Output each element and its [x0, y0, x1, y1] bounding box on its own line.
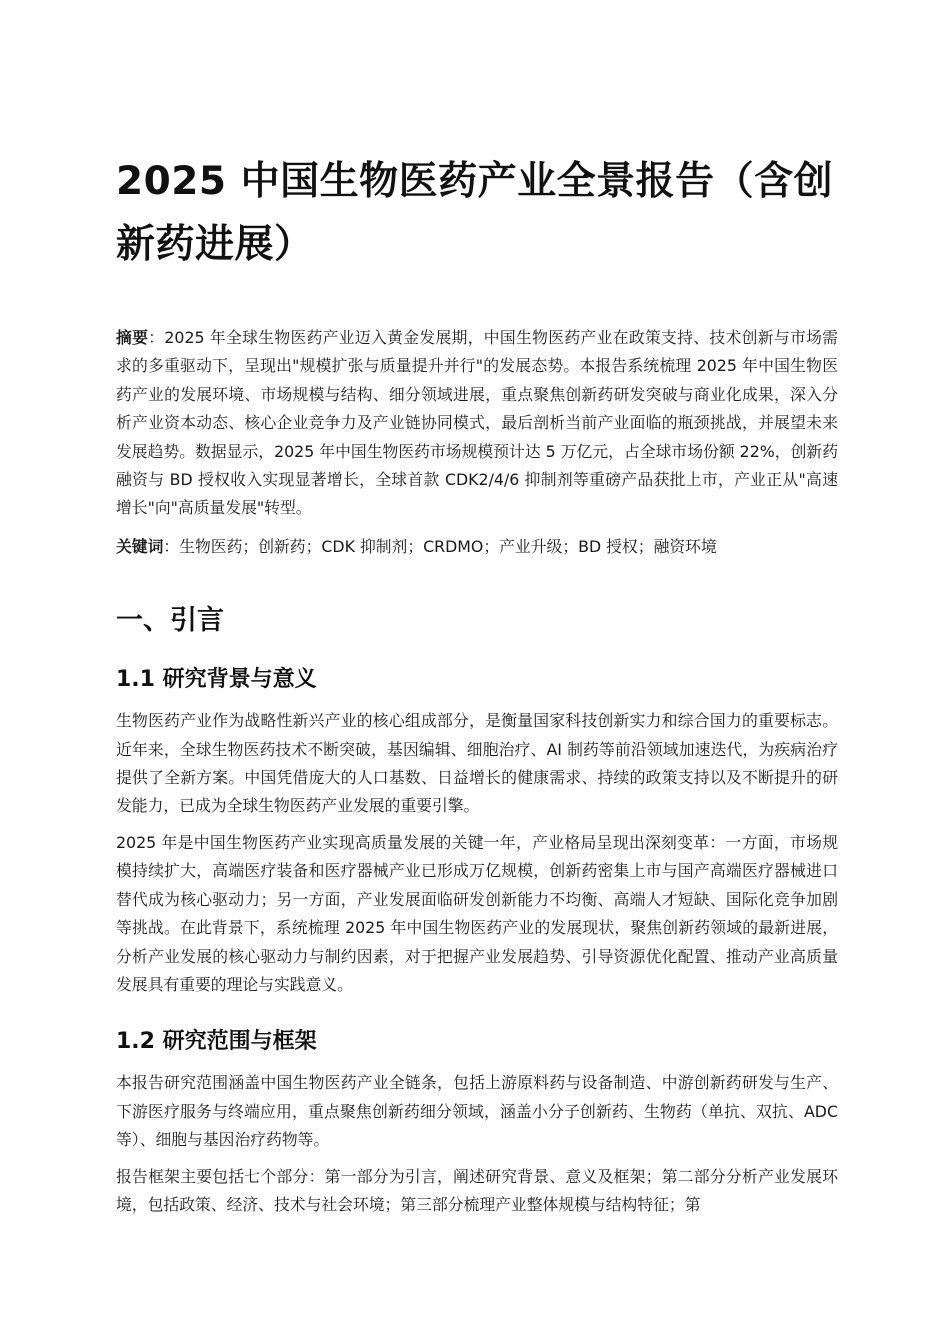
keywords-text: ：生物医药；创新药；CDK 抑制剂；CRDMO；产业升级；BD 授权；融资环境 — [163, 536, 717, 556]
abstract-paragraph — [116, 324, 838, 523]
document-title: 2025 中国生物医药产业全景报告（含创新药进展） — [116, 159, 834, 267]
document-page — [116, 150, 838, 1219]
abstract-block — [116, 324, 838, 523]
subsection-heading-scope: 1.2 研究范围与框架 — [116, 1029, 317, 1055]
keywords-label: 关键词 — [116, 536, 164, 556]
scope-paragraph-1: 本报告研究范围涵盖中国生物医药产业全链条，包括上游原料药与设备制造、中游创新药研发与生产、下游医疗服务与终端应用，重点聚焦创新药细分领域，涵盖小分子创新药、生物药（单抗、双抗、ADC 等）、细胞与基因治疗药物等。 — [116, 1073, 838, 1150]
section-heading-introduction: 一、引言 — [116, 605, 224, 637]
subsection-heading-background: 1.1 研究背景与意义 — [116, 667, 317, 693]
keywords-paragraph — [116, 533, 838, 561]
scope-paragraph-2: 报告框架主要包括七个部分：第一部分为引言，阐述研究背景、意义及框架；第二部分分析产业发展环境，包括政策、经济、技术与社会环境；第三部分梳理产业整体规模与结构特征；第 — [116, 1166, 838, 1214]
abstract-label: 摘要 — [116, 328, 149, 347]
background-paragraph-2: 2025 年是中国生物医药产业实现高质量发展的关键一年，产业格局呈现出深刻变革：一方面，市场规模持续扩大，高端医疗装备和医疗器械产业已形成万亿规模，创新药密集上市与国产高端医疗器械进口替代成为核心驱动力；另一方面，产业发展面临研发创新能力不均衡、高端人才短缺、国际化竞争加剧等挑战。在此背景下，系统梳理 2025 年中国生物医药产业的发展现状，聚焦创新药领域的最新进展，分析产业发展的核心驱动力与制约因素，对于把握产业发展趋势、引导资源优化配置、推动产业高质量发展具有重要的理论与实践意义。 — [116, 832, 838, 994]
background-paragraph-1: 生物医药产业作为战略性新兴产业的核心组成部分，是衡量国家科技创新实力和综合国力的重要标志。近年来，全球生物医药技术不断突破，基因编辑、细胞治疗、AI 制药等前沿领域加速迭代，为疾病治疗提供了全新方案。中国凭借庞大的人口基数、日益增长的健康需求、持续的政策支持以及不断提升的研发能力，已成为全球生物医药产业发展的重要引擎。 — [116, 711, 838, 816]
abstract-text: ：2025 年全球生物医药产业迈入黄金发展期，中国生物医药产业在政策支持、技术创新与市场需求的多重驱动下，呈现出"规模扩张与质量提升并行"的发展态势。本报告系统梳理 2025 年中国生物医药产业的发展环境、市场规模与结构、细分领域进展，重点聚焦创新药研发突破与商业化成果，深入分析产业资本动态、核心企业竞争力及产业链协同模式，最后剖析当前产业面临的瓶颈挑战，并展望未来发展趋势。数据显示，2025 年中国生物医药市场规模预计达 5 万亿元，占全球市场份额 22%，创新药融资与 BD 授权收入实现显著增长，全球首款 CDK2/4/6 抑制剂等重磅产品获批上市，产业正从"高速增长"向"高质量发展"转型。 — [116, 328, 838, 518]
